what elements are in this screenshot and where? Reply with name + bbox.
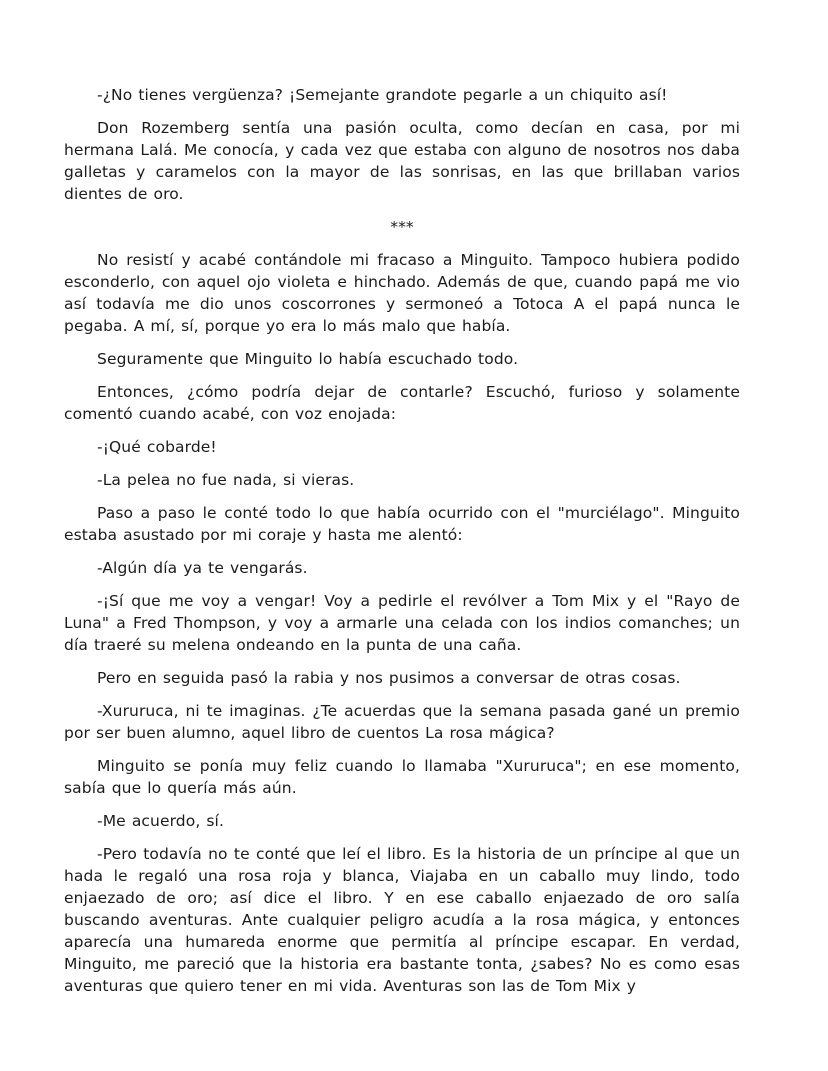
paragraph: Entonces, ¿cómo podría dejar de contarle? Escuchó, furioso y solamente comentó cuando acabé, con voz enojada: [64,383,740,423]
paragraph: Don Rozemberg sentía una pasión oculta, como decían en casa, por mi hermana Lalá. Me conocía, y cada vez que estaba con alguno de nosotros nos daba galletas y caramelos con la mayor de las sonrisas, en las que brillaban varios dientes de oro. [64,119,740,203]
paragraph-dialogue: -¡Sí que me voy a vengar! Voy a pedirle el revólver a Tom Mix y el "Rayo de Luna" a Fred Thompson, y voy a armarle una celada con los indios comanches; un día traeré su melena ondeando en la punta de una caña. [64,592,740,654]
paragraph-dialogue: -Xururuca, ni te imaginas. ¿Te acuerdas que la semana pasada gané un premio por ser buen alumno, aquel libro de cuentos La rosa mágica? [64,702,740,742]
paragraph: Pero en seguida pasó la rabia y nos pusimos a conversar de otras cosas. [97,669,681,687]
paragraph-dialogue: -Pero todavía no te conté que leí el libro. Es la historia de un príncipe al que un hada le regaló una rosa roja y blanca, Viajaba en un caballo muy lindo, todo enjaezado de oro; así dice el libro. Y en ese caballo enjaezado de oro salía buscando aventuras. Ante cualquier peligro acudía a la rosa mágica, y entonces aparecía una humareda enorme que permitía al príncipe escapar. En verdad, Minguito, me pareció que la historia era bastante tonta, ¿sabes? No es como esas aventuras que quiero tener en mi vida. Aventuras son las de Tom Mix y [64,845,740,995]
paragraph: Seguramente que Minguito lo había escuchado todo. [97,350,519,368]
section-separator: *** [390,218,414,236]
paragraph: No resistí y acabé contándole mi fracaso a Minguito. Tampoco hubiera podido esconderlo, con aquel ojo violeta e hinchado. Además de que, cuando papá me vio así todavía me dio unos coscorrones y sermoneó a Totoca A el papá nunca le pegaba. A mí, sí, porque yo era lo más malo que había. [64,251,740,335]
paragraph: Minguito se ponía muy feliz cuando lo llamaba "Xururuca"; en ese momento, sabía que lo quería más aún. [64,757,740,797]
paragraph-dialogue: -La pelea no fue nada, si vieras. [97,471,355,489]
paragraph-dialogue: -¡Qué cobarde! [97,438,217,456]
paragraph-dialogue: -¿No tienes vergüenza? ¡Semejante grandote pegarle a un chiquito así! [97,86,668,104]
paragraph: Paso a paso le conté todo lo que había ocurrido con el "murciélago". Minguito estaba asustado por mi coraje y hasta me alentó: [64,504,740,544]
paragraph-dialogue: -Me acuerdo, sí. [97,812,224,830]
paragraph-dialogue: -Algún día ya te vengarás. [97,559,308,577]
